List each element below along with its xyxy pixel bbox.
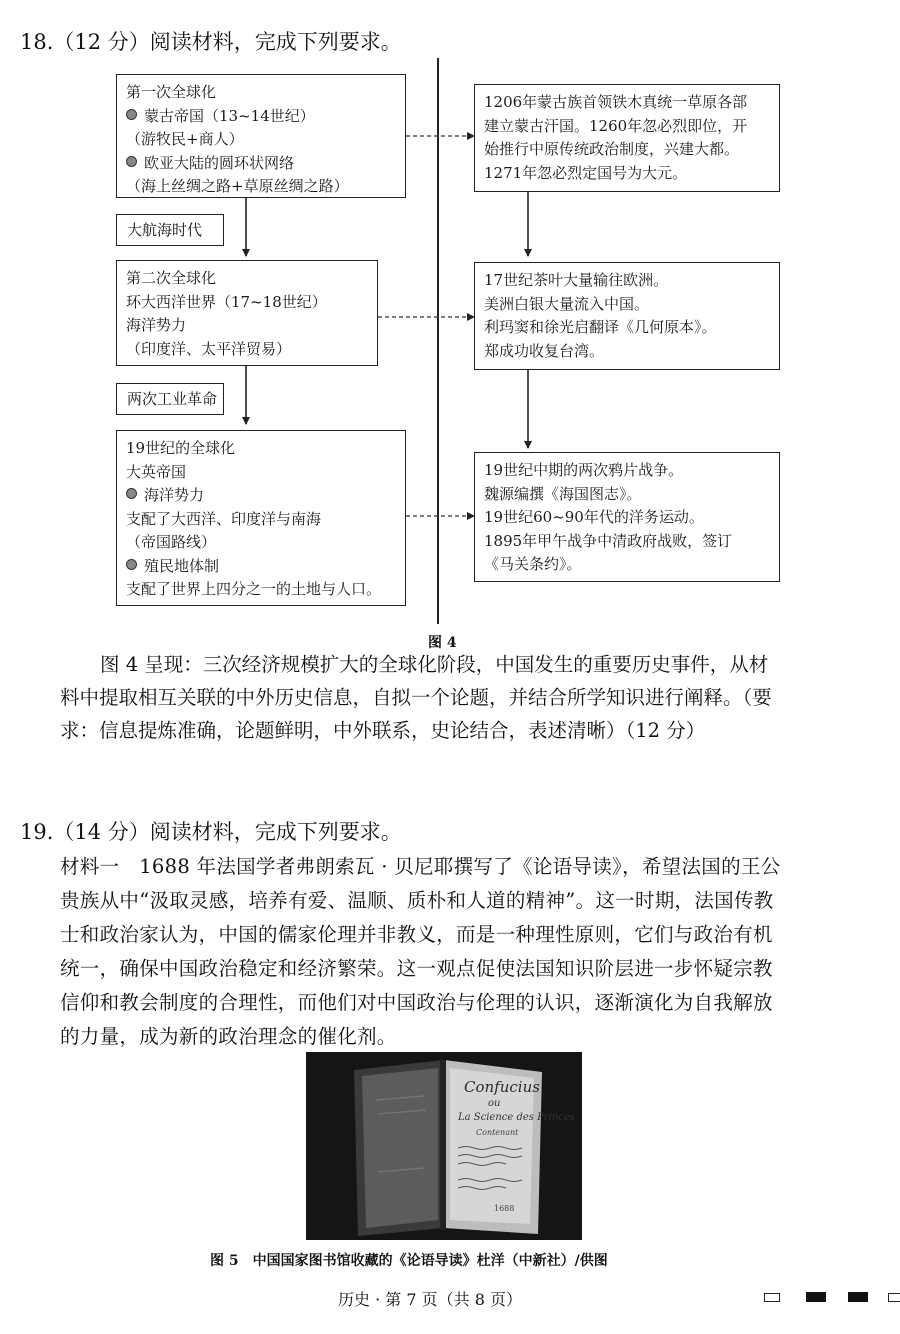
q19-material-line-1: 材料一 1688 年法国学者弗朗索瓦 · 贝尼耶撰写了《论语导读》，希望法国的王公	[60, 855, 781, 878]
left-box-line	[126, 175, 396, 199]
right-box-line: 《马关条约》。	[484, 555, 582, 573]
left-box-text: （帝国路线）	[126, 533, 217, 551]
bullet-icon	[126, 156, 137, 167]
right-box-line: 1895年甲午战争中清政府战败，签订	[484, 531, 733, 550]
left-box-text: 殖民地体制	[144, 556, 220, 575]
right-box-line: 魏源编撰《海国图志》。	[484, 484, 642, 503]
right-box-line: 19世纪中期的两次鸦片战争。	[484, 461, 684, 479]
right-box-line: 17世纪茶叶大量输往欧洲。	[484, 271, 669, 289]
left-box-text: 欧亚大陆的圆环状网络	[144, 153, 295, 172]
footer-mark-2	[806, 1292, 826, 1302]
q18-title: 18.（12 分）阅读材料，完成下列要求。	[20, 30, 402, 54]
footer-mark-4	[888, 1293, 900, 1302]
left-box-text: 大英帝国	[126, 462, 187, 481]
left-box-line	[126, 314, 368, 338]
left-box-line	[126, 508, 396, 532]
left-box-text: 支配了大西洋、印度洋与南海	[126, 509, 322, 528]
q19-material-line-4: 统一，确保中国政治稳定和经济繁荣。这一观点促使法国知识阶层进一步怀疑宗教	[60, 957, 773, 980]
page-footer: 历史 · 第 7 页（共 8 页）	[338, 1290, 522, 1309]
left-box-text: 第一次全球化	[126, 83, 217, 101]
transition-age-of-discovery: 大航海时代	[116, 214, 224, 246]
left-box-line	[126, 531, 396, 555]
book-photo	[306, 1052, 582, 1240]
box-17c-events	[474, 262, 780, 370]
q19-material-line-2: 贵族从中“汲取灵感，培养有爱、温顺、质朴和人道的精神”。这一时期，法国传教	[60, 889, 774, 912]
q19-material-line-3: 士和政治家认为，中国的儒家伦理并非教义，而是一种理性原则，它们与政治有机	[60, 923, 773, 946]
left-box-line	[126, 152, 396, 176]
book-year: 1688	[494, 1204, 515, 1213]
book-title-confucius: Confucius	[464, 1078, 540, 1096]
left-box-text: 19世纪的全球化	[126, 439, 236, 457]
footer-mark-1	[764, 1293, 780, 1302]
q19-title: 19.（14 分）阅读材料，完成下列要求。	[20, 820, 402, 844]
left-box-text: （印度洋、太平洋贸易）	[126, 339, 292, 358]
box-second-globalization	[116, 260, 378, 366]
box-first-globalization	[116, 74, 406, 198]
bullet-icon	[126, 109, 137, 120]
box-yuan-events	[474, 84, 780, 192]
figure4-label: 图 4	[428, 635, 457, 651]
book-title-science: La Science des Princes	[458, 1112, 575, 1123]
book-title-contenant: Contenant	[476, 1128, 519, 1137]
book-title-ou: ou	[488, 1098, 501, 1109]
left-box-text: （游牧民+商人）	[126, 130, 244, 148]
left-box-text: 蒙古帝国（13~14世纪）	[144, 106, 315, 125]
bullet-icon	[126, 488, 137, 499]
left-box-line	[126, 338, 368, 362]
left-box-line	[126, 267, 368, 291]
figure5-caption: 图 5 中国国家图书馆收藏的《论语导读》杜洋（中新社）/供图	[210, 1253, 608, 1269]
right-box-line: 1206年蒙古族首领铁木真统一草原各部	[484, 93, 748, 111]
left-box-text: 第二次全球化	[126, 269, 217, 287]
left-box-text: （海上丝绸之路+草原丝绸之路）	[126, 177, 349, 195]
left-box-line	[126, 437, 396, 461]
right-box-line: 郑成功收复台湾。	[484, 341, 605, 360]
q19-material-line-5: 信仰和教会制度的合理性，而他们对中国政治与伦理的认识，逐渐演化为自我解放	[60, 991, 773, 1014]
left-box-text: 海洋势力	[144, 486, 205, 504]
left-box-line	[126, 461, 396, 485]
book-handwriting	[456, 1142, 528, 1202]
left-box-line	[126, 81, 396, 105]
left-box-text: 海洋势力	[126, 316, 187, 334]
right-box-line: 美洲白银大量流入中国。	[484, 294, 650, 313]
right-box-line: 始推行中原传统政治制度，兴建大都。	[484, 140, 740, 158]
q18-prompt-line-2: 料中提取相互关联的中外历史信息，自拟一个论题，并结合所学知识进行阐释。（要	[60, 686, 772, 709]
left-box-line	[126, 105, 396, 129]
left-box-text: 环大西洋世界（17~18世纪）	[126, 292, 327, 311]
q19-material-line-6: 的力量，成为新的政治理念的催化剂。	[60, 1025, 397, 1048]
left-box-line	[126, 128, 396, 152]
left-box-line	[126, 291, 368, 315]
bullet-icon	[126, 559, 137, 570]
left-box-line	[126, 555, 396, 579]
left-box-line	[126, 484, 396, 508]
right-box-line: 建立蒙古汗国。1260年忽必烈即位，开	[484, 116, 748, 135]
left-box-line	[126, 578, 396, 602]
q18-prompt-line-3: 求：信息提炼准确，论题鲜明，中外联系，史论结合，表述清晰）（12 分）	[60, 719, 706, 742]
q18-prompt-line-1: 图 4 呈现：三次经济规模扩大的全球化阶段，中国发生的重要历史事件，从材	[100, 653, 769, 676]
right-box-line: 19世纪60~90年代的洋务运动。	[484, 508, 704, 526]
box-19c-globalization	[116, 430, 406, 606]
footer-mark-3	[848, 1292, 868, 1302]
right-box-line: 1271年忽必烈定国号为大元。	[484, 163, 688, 182]
box-19c-events	[474, 452, 780, 582]
left-box-text: 支配了世界上四分之一的土地与人口。	[126, 580, 382, 598]
right-box-line: 利玛窦和徐光启翻译《几何原本》。	[484, 318, 717, 336]
transition-industrial-revolutions: 两次工业革命	[116, 383, 224, 415]
